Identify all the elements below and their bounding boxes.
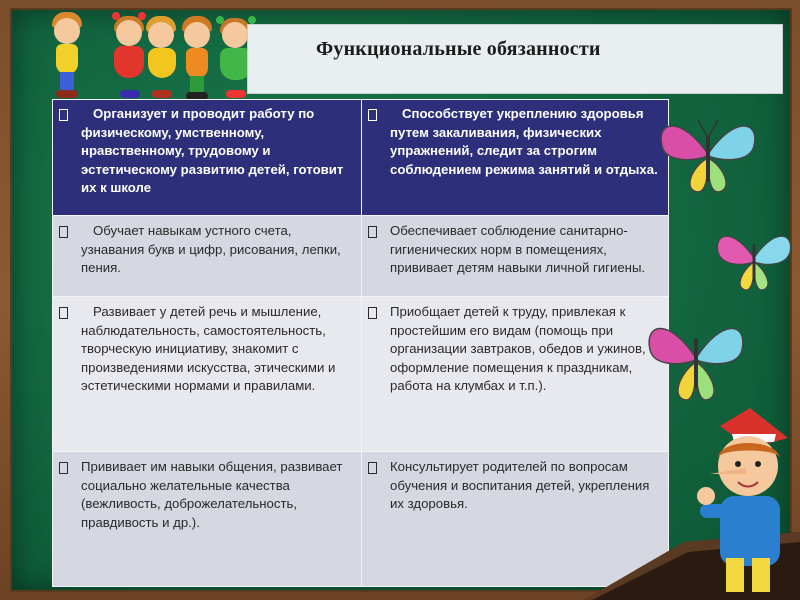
cell-text: Обучает навыкам устного счета, узнавания букв и цифр, рисования, лепки, пения.	[81, 223, 341, 275]
table-cell	[53, 216, 362, 297]
table-row	[53, 452, 669, 587]
bullet-icon	[368, 222, 390, 278]
bullet-icon	[59, 303, 81, 396]
boy-clipart	[690, 408, 800, 600]
bullet-icon	[59, 222, 81, 278]
cell-text: Приобщает детей к труду, привлекая к простейшим его видам (помощь при организации завтраков, обедов и ужинов, оформление помещения к праздникам, работа на клумбах и т.п.).	[390, 304, 646, 393]
table-cell	[53, 452, 362, 587]
butterfly-icon	[652, 106, 764, 202]
cell-text: Способствует укреплению здоровья путем закаливания, физических упражнений, следит за строгим соблюдением режима занятий и отдыха.	[390, 106, 658, 177]
table-cell	[53, 100, 362, 216]
bullet-icon	[59, 105, 81, 198]
cell-text: Консультирует родителей по вопросам обучения и воспитания детей, укрепления их здоровья.	[390, 459, 650, 511]
table-cell	[53, 297, 362, 452]
table-row	[53, 100, 669, 216]
table-row	[53, 216, 669, 297]
bullet-icon	[368, 105, 390, 179]
bullet-icon	[368, 303, 390, 396]
title-box	[247, 24, 783, 94]
cell-text: Организует и проводит работу по физическому, умственному, нравственному, трудовому и эстетическому развитию детей, готовит их к школе	[81, 106, 344, 195]
children-clipart	[42, 10, 274, 106]
slide-title: Функциональные обязанности	[316, 38, 601, 60]
bullet-icon	[368, 458, 390, 514]
table-cell	[362, 100, 669, 216]
cell-text: Развивает у детей речь и мышление, наблюдательность, самостоятельность, творческую инициативу, знакомит с произведениями искусства, этическими и эстетическими нормами и правилами.	[81, 304, 336, 393]
duties-table	[52, 99, 669, 587]
cell-text: Прививает им навыки общения, развивает социально желательные качества (вежливость, доброжелательность, правдивость и др.).	[81, 459, 343, 530]
table-cell	[362, 216, 669, 297]
table-row	[53, 297, 669, 452]
cell-text: Обеспечивает соблюдение санитарно-гигиенических норм в помещениях, прививает детям навыки личной гигиены.	[390, 223, 646, 275]
table-cell	[362, 297, 669, 452]
butterfly-icon	[712, 222, 796, 298]
butterfly-icon	[640, 306, 752, 410]
bullet-icon	[59, 458, 81, 532]
